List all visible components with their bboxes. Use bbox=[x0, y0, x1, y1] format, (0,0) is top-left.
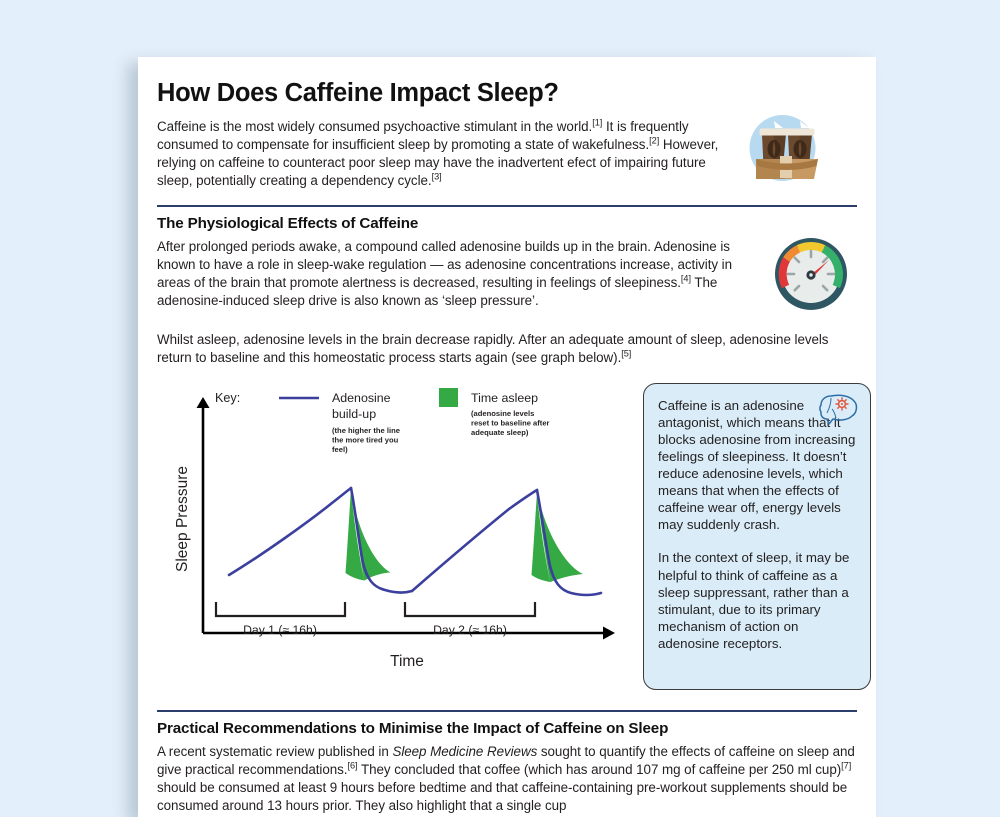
chart-y-axis-label: Sleep Pressure bbox=[174, 465, 191, 572]
physiology-text-1: After prolonged periods awake, a compound called adenosine builds up in the brain. Adenosine is known to have a role in sleep-wake regulation — as adenosine concentrations increase, activity in areas of the brain that promote alertness is decreased, resulting in feelings of sleepiness. bbox=[157, 239, 732, 290]
physiology-p2-text: Whilst asleep, adenosine levels in the brain decrease rapidly. After an adequate amount of sleep, adenosine levels return to baseline and this homeostatic process starts again (see graph below). bbox=[157, 332, 829, 365]
legend-label-sleep: Time asleep bbox=[471, 390, 539, 405]
recommendations-section bbox=[157, 710, 857, 815]
callout-paragraph-2: In the context of sleep, it may be helpful to think of caffeine as a sleep suppressant, rather than a stimulant, due to its primary mechanism of action on adenosine receptors. bbox=[658, 550, 850, 651]
page-title: How Does Caffeine Impact Sleep? bbox=[157, 79, 559, 107]
rec-text-1: A recent systematic review published in bbox=[157, 743, 393, 759]
legend-note-sleep: (adenosine levels reset to baseline after adequate sleep) bbox=[471, 408, 550, 437]
chart-sleep-regions bbox=[345, 488, 583, 582]
rec-text-3: They concluded that coffee (which has around 107 mg of caffeine per 250 ml cup) bbox=[357, 761, 842, 777]
chart-legend bbox=[215, 388, 552, 454]
citation-3: [3] bbox=[431, 171, 442, 182]
citation-2: [2] bbox=[649, 135, 660, 146]
intro-section bbox=[157, 118, 857, 192]
intro-text-3: However, relying on caffeine to counteract poor sleep may have the inadvertent efect of impairing future sleep, potentially creating a dependency cycle. bbox=[157, 136, 719, 188]
divider-rule-2 bbox=[157, 710, 857, 712]
physiology-section bbox=[157, 238, 857, 316]
recommendations-paragraph bbox=[157, 743, 857, 815]
sleep-pressure-chart bbox=[157, 383, 627, 683]
citation-6: [6] bbox=[347, 760, 358, 771]
callout-box bbox=[643, 383, 871, 690]
two-coffee-cups-in-carrier-icon bbox=[730, 104, 835, 192]
callout-paragraph-1: Caffeine is an adenosine antagonist, which means that it blocks adenosine from increasing feelings of sleepiness. It doesn’t reduce adenosine levels, which means that when the effects of caffeine wear off, energy levels may suddenly crash. bbox=[658, 397, 856, 533]
physiology-text-2: The adenosine-induced sleep drive is also known as ‘sleep pressure’. bbox=[157, 274, 718, 308]
legend-label-adenosine-2: build-up bbox=[332, 406, 377, 421]
figure-row bbox=[157, 383, 857, 690]
legend-label-adenosine: Adenosine bbox=[332, 390, 391, 405]
physiology-paragraph-1 bbox=[157, 238, 765, 310]
rec-text-2: sought to quantify the effects of caffeine on sleep and give practical recommendations. bbox=[157, 743, 855, 777]
divider-rule-1 bbox=[157, 205, 857, 207]
chart-bracket-label-day1: Day 1 (≈ 16h) bbox=[243, 622, 317, 637]
citation-4: [4] bbox=[680, 273, 691, 284]
speedometer-gauge-icon bbox=[769, 232, 853, 316]
section-heading-recommendations: Practical Recommendations to Minimise the Impact of Caffeine on Sleep bbox=[157, 719, 669, 737]
document-page bbox=[138, 57, 876, 817]
intro-paragraph bbox=[157, 118, 722, 190]
intro-text-1: Caffeine is the most widely consumed psychoactive stimulant in the world. bbox=[157, 119, 593, 135]
rec-text-4: should be consumed at least 9 hours before bedtime and that caffeine-containing pre-workout supplements should be consumed around 13 hours prior. They also highlight that a single cup bbox=[157, 779, 848, 813]
chart-x-axis-label: Time bbox=[390, 652, 424, 670]
section-heading-physiology: The Physiological Effects of Caffeine bbox=[157, 215, 419, 233]
intro-text-2: It is frequently consumed to compensate for insufficient sleep by promoting a state of wakefulness. bbox=[157, 119, 689, 152]
brain-receptor-icon bbox=[818, 392, 860, 428]
legend-square-marker bbox=[439, 388, 458, 407]
citation-5: [5] bbox=[621, 348, 632, 359]
chart-day-brackets bbox=[216, 602, 535, 616]
citation-1: [1] bbox=[592, 117, 603, 128]
legend-note-adenosine: (the higher the line the more tired you feel) bbox=[332, 425, 400, 454]
physiology-paragraph-2 bbox=[157, 331, 857, 367]
chart-bracket-label-day2: Day 2 (≈ 16h) bbox=[433, 622, 507, 637]
citation-7: [7] bbox=[841, 760, 852, 771]
journal-name: Sleep Medicine Reviews bbox=[392, 743, 538, 759]
chart-legend-title: Key: bbox=[215, 390, 241, 405]
